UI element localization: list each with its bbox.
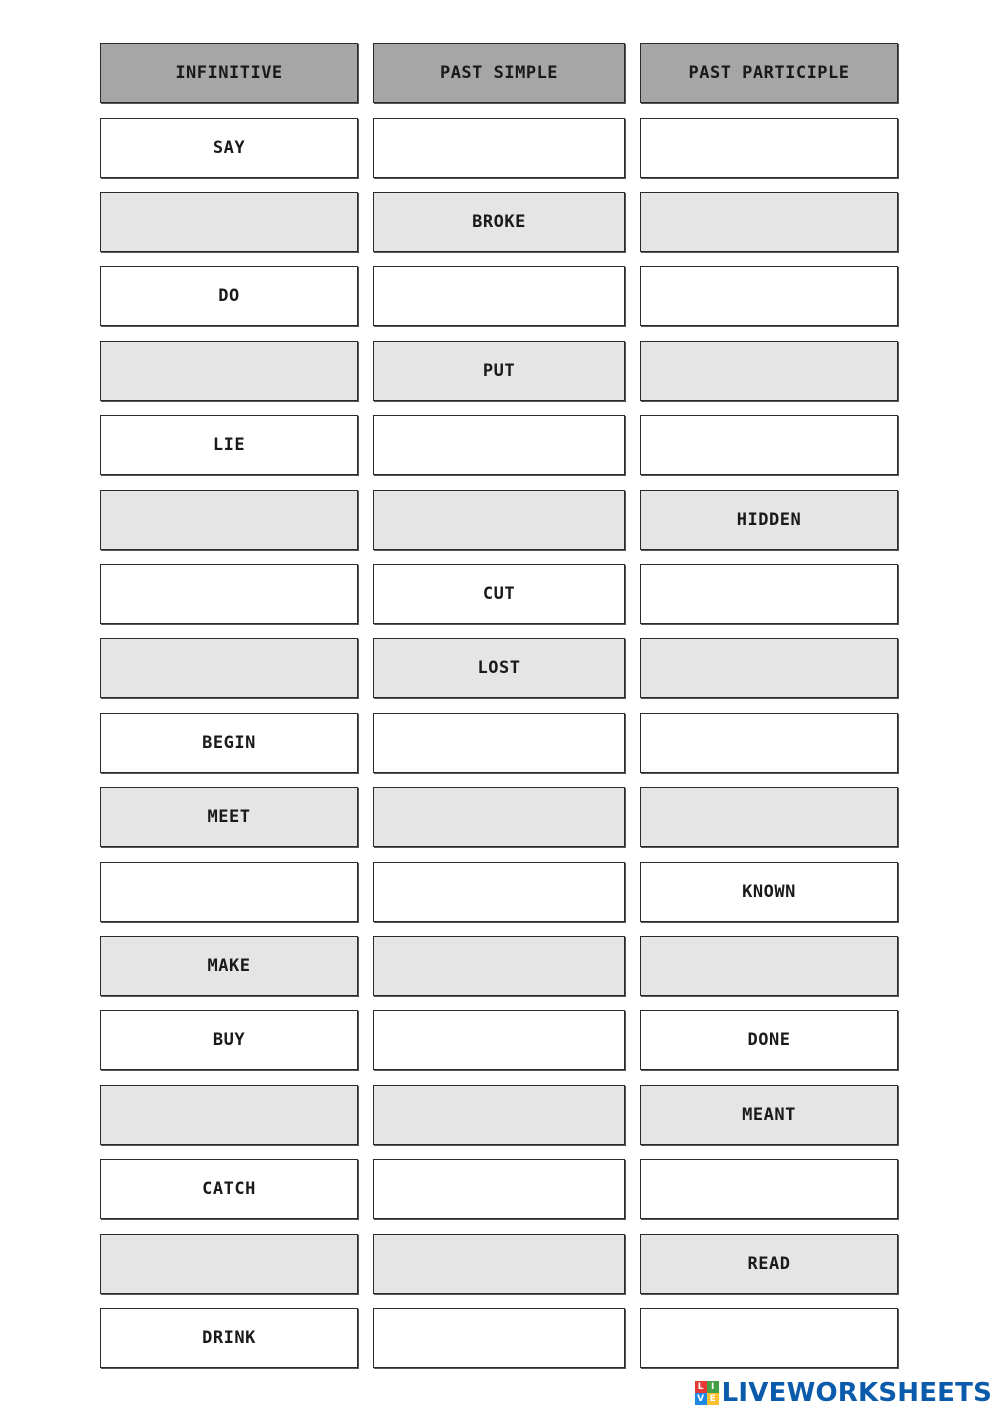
table-row bbox=[0, 490, 1000, 552]
cell-past-simple[interactable] bbox=[373, 1234, 625, 1294]
cell-infinitive[interactable] bbox=[100, 490, 358, 550]
cell-past-participle: READ bbox=[640, 1234, 898, 1294]
cell-past-participle[interactable] bbox=[640, 192, 898, 252]
cell-past-simple[interactable] bbox=[373, 118, 625, 178]
cell-infinitive: MEET bbox=[100, 787, 358, 847]
cell-infinitive[interactable] bbox=[100, 192, 358, 252]
liveworksheets-logo-icon: L I V E bbox=[695, 1381, 719, 1405]
cell-past-participle: HIDDEN bbox=[640, 490, 898, 550]
cell-infinitive[interactable] bbox=[100, 341, 358, 401]
cell-past-simple: CUT bbox=[373, 564, 625, 624]
cell-infinitive: MAKE bbox=[100, 936, 358, 996]
table-row bbox=[0, 118, 1000, 180]
table-row bbox=[0, 1159, 1000, 1221]
cell-past-simple[interactable] bbox=[373, 266, 625, 326]
cell-infinitive[interactable] bbox=[100, 638, 358, 698]
cell-past-simple[interactable] bbox=[373, 1308, 625, 1368]
cell-past-simple[interactable] bbox=[373, 1159, 625, 1219]
cell-infinitive: BEGIN bbox=[100, 713, 358, 773]
cell-past-participle[interactable] bbox=[640, 564, 898, 624]
cell-past-participle[interactable] bbox=[640, 266, 898, 326]
header-infinitive: INFINITIVE bbox=[100, 43, 358, 103]
table-row bbox=[0, 936, 1000, 998]
cell-infinitive: BUY bbox=[100, 1010, 358, 1070]
table-row bbox=[0, 713, 1000, 775]
table-row bbox=[0, 1010, 1000, 1072]
cell-past-simple[interactable] bbox=[373, 490, 625, 550]
header-row bbox=[0, 43, 1000, 105]
cell-past-simple[interactable] bbox=[373, 787, 625, 847]
liveworksheets-logo-text: LIVEWORKSHEETS bbox=[721, 1378, 992, 1408]
cell-past-simple: BROKE bbox=[373, 192, 625, 252]
cell-past-participle[interactable] bbox=[640, 1159, 898, 1219]
cell-past-simple[interactable] bbox=[373, 936, 625, 996]
header-past-participle: PAST PARTICIPLE bbox=[640, 43, 898, 103]
cell-infinitive[interactable] bbox=[100, 862, 358, 922]
cell-past-participle[interactable] bbox=[640, 118, 898, 178]
cell-past-simple[interactable] bbox=[373, 1085, 625, 1145]
cell-infinitive: DO bbox=[100, 266, 358, 326]
table-row bbox=[0, 862, 1000, 924]
table-row bbox=[0, 787, 1000, 849]
cell-past-participle[interactable] bbox=[640, 787, 898, 847]
cell-past-participle[interactable] bbox=[640, 1308, 898, 1368]
cell-past-simple: LOST bbox=[373, 638, 625, 698]
cell-past-simple[interactable] bbox=[373, 713, 625, 773]
cell-infinitive[interactable] bbox=[100, 564, 358, 624]
table-row bbox=[0, 1085, 1000, 1147]
cell-infinitive[interactable] bbox=[100, 1085, 358, 1145]
cell-infinitive: DRINK bbox=[100, 1308, 358, 1368]
table-row bbox=[0, 638, 1000, 700]
cell-past-participle[interactable] bbox=[640, 341, 898, 401]
cell-past-simple[interactable] bbox=[373, 862, 625, 922]
cell-past-participle[interactable] bbox=[640, 415, 898, 475]
cell-past-participle: MEANT bbox=[640, 1085, 898, 1145]
table-row bbox=[0, 1234, 1000, 1296]
cell-infinitive[interactable] bbox=[100, 1234, 358, 1294]
cell-infinitive: CATCH bbox=[100, 1159, 358, 1219]
header-past-simple: PAST SIMPLE bbox=[373, 43, 625, 103]
cell-past-participle: KNOWN bbox=[640, 862, 898, 922]
cell-past-simple[interactable] bbox=[373, 1010, 625, 1070]
cell-past-simple[interactable] bbox=[373, 415, 625, 475]
cell-past-participle: DONE bbox=[640, 1010, 898, 1070]
table-row bbox=[0, 341, 1000, 403]
cell-past-simple: PUT bbox=[373, 341, 625, 401]
liveworksheets-logo bbox=[695, 1378, 992, 1408]
table-row bbox=[0, 266, 1000, 328]
table-row bbox=[0, 1308, 1000, 1370]
table-row bbox=[0, 415, 1000, 477]
cell-infinitive: LIE bbox=[100, 415, 358, 475]
table-row bbox=[0, 564, 1000, 626]
cell-past-participle[interactable] bbox=[640, 936, 898, 996]
cell-infinitive: SAY bbox=[100, 118, 358, 178]
cell-past-participle[interactable] bbox=[640, 713, 898, 773]
cell-past-participle[interactable] bbox=[640, 638, 898, 698]
table-row bbox=[0, 192, 1000, 254]
